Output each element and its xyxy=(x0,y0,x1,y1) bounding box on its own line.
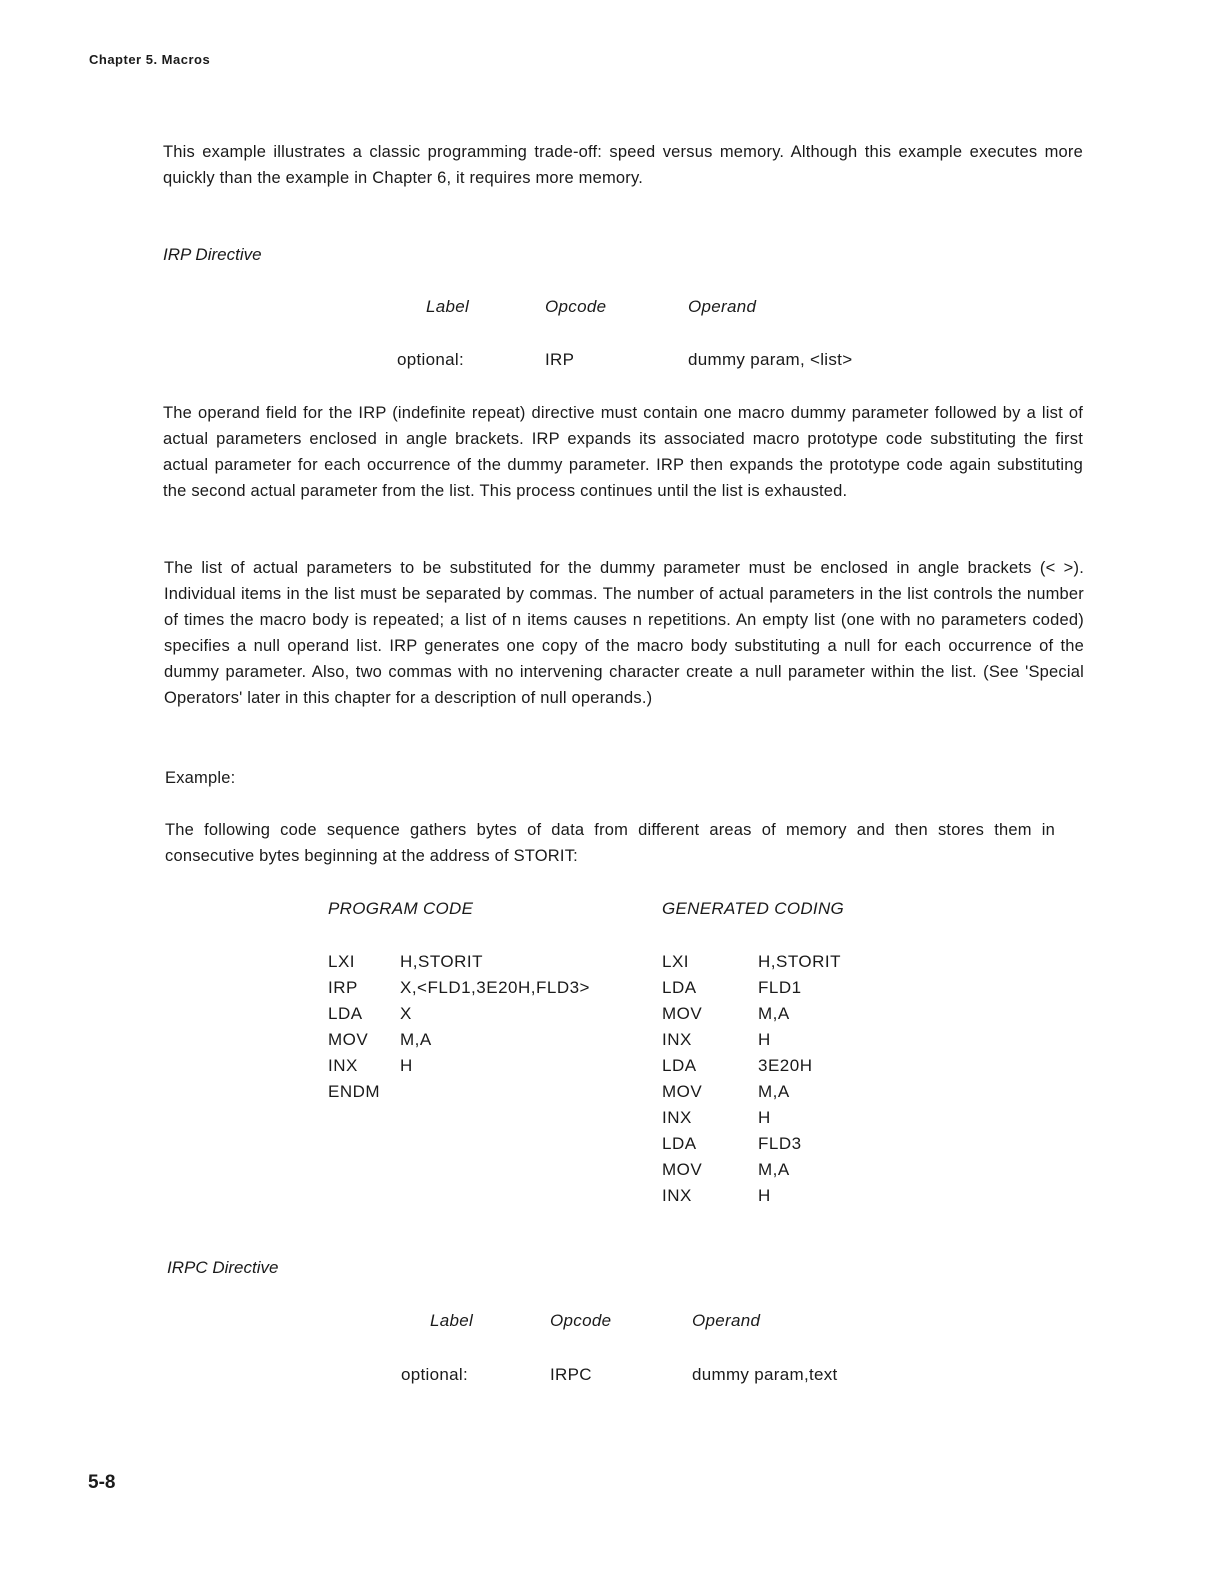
code-operand: H xyxy=(758,1030,771,1049)
irp-opcode-value: IRP xyxy=(545,350,575,369)
code-line xyxy=(662,1027,912,1053)
code-line xyxy=(328,1027,628,1053)
irp-heading: IRP Directive xyxy=(163,245,262,264)
code-operand: FLD1 xyxy=(758,978,802,997)
code-operand: H xyxy=(758,1186,771,1205)
code-line xyxy=(328,949,628,975)
irp-opcode-header: Opcode xyxy=(545,297,607,316)
irpc-operand-header: Operand xyxy=(692,1311,761,1330)
irp-operand-header: Operand xyxy=(688,297,757,316)
code-line xyxy=(662,975,912,1001)
code-operand: M,A xyxy=(758,1004,790,1023)
code-opcode: LDA xyxy=(662,1134,697,1153)
code-operand: FLD3 xyxy=(758,1134,802,1153)
irp-operand-value: dummy param, <list> xyxy=(688,350,853,369)
code-opcode: IRP xyxy=(328,978,358,997)
code-line xyxy=(328,1079,628,1105)
code-line xyxy=(662,1053,912,1079)
code-opcode: MOV xyxy=(662,1082,703,1101)
code-operand: X xyxy=(400,1004,412,1023)
generated-coding-block xyxy=(662,949,912,1209)
irpc-label-value: optional: xyxy=(401,1365,468,1384)
irp-description-paragraph: The operand field for the IRP (indefinite repeat) directive must contain one macro dummy parameter followed by a list of actual parameters enclosed in angle brackets. IRP expands its associated macro prototype code substituting the first actual parameter for each occurrence of the dummy parameter. IRP then expands the prototype code again substituting the second actual parameter from the list. This process continues until the list is exhausted. xyxy=(163,404,1083,500)
code-line xyxy=(662,1183,912,1209)
code-opcode: LXI xyxy=(328,952,356,971)
example-description: The following code sequence gathers bytes of data from different areas of memory and then stores them in consecutive bytes beginning at the address of STORIT: xyxy=(165,821,1055,865)
code-opcode: ENDM xyxy=(328,1082,381,1101)
irpc-opcode-value: IRPC xyxy=(550,1365,592,1384)
chapter-header: Chapter 5. Macros xyxy=(89,52,211,67)
irp-list-paragraph: The list of actual parameters to be substituted for the dummy parameter must be enclosed in angle brackets (< >). Individual items in the list must be separated by commas. The number of actual parameters in the list controls the number of times the macro body is repeated; a list of n items causes n repetitions. An empty list (one with no parameters coded) specifies a null operand list. IRP generates one copy of the macro body substituting a null for each occurrence of the dummy parameter. Also, two commas with no intervening character create a null parameter within the list. (See 'Special Operators' later in this chapter for a description of null operands.) xyxy=(164,559,1084,707)
code-opcode: INX xyxy=(662,1108,692,1127)
irpc-label-header: Label xyxy=(430,1311,474,1330)
code-opcode: MOV xyxy=(328,1030,369,1049)
irp-label-value: optional: xyxy=(397,350,464,369)
irpc-opcode-header: Opcode xyxy=(550,1311,612,1330)
program-code-block xyxy=(328,949,628,1105)
code-operand: H xyxy=(758,1108,771,1127)
code-operand: M,A xyxy=(758,1160,790,1179)
code-operand: 3E20H xyxy=(758,1056,813,1075)
code-opcode: INX xyxy=(328,1056,358,1075)
code-operand: H,STORIT xyxy=(400,952,484,971)
code-opcode: INX xyxy=(662,1186,692,1205)
code-line xyxy=(662,1157,912,1183)
code-line xyxy=(328,1001,628,1027)
code-line xyxy=(662,1079,912,1105)
code-opcode: LDA xyxy=(662,1056,697,1075)
code-line xyxy=(328,975,628,1001)
irp-label-header: Label xyxy=(426,297,470,316)
code-line xyxy=(662,1131,912,1157)
code-opcode: MOV xyxy=(662,1160,703,1179)
code-opcode: MOV xyxy=(662,1004,703,1023)
code-opcode: LDA xyxy=(662,978,697,997)
code-operand: M,A xyxy=(758,1082,790,1101)
code-operand: M,A xyxy=(400,1030,432,1049)
code-opcode: LDA xyxy=(328,1004,363,1023)
code-opcode: LXI xyxy=(662,952,690,971)
page-number: 5-8 xyxy=(88,1472,116,1493)
intro-paragraph: This example illustrates a classic programming trade-off: speed versus memory. Although this example executes more quickly than the example in Chapter 6, it requires more memory. xyxy=(163,143,1083,187)
code-line xyxy=(328,1053,628,1079)
example-label: Example: xyxy=(165,769,236,787)
code-opcode: INX xyxy=(662,1030,692,1049)
code-operand: X,<FLD1,3E20H,FLD3> xyxy=(400,978,590,997)
code-operand: H xyxy=(400,1056,413,1075)
code-line xyxy=(662,949,912,975)
code-line xyxy=(662,1001,912,1027)
code-line xyxy=(662,1105,912,1131)
program-code-title: PROGRAM CODE xyxy=(328,899,474,918)
irpc-operand-value: dummy param,text xyxy=(692,1365,838,1384)
code-operand: H,STORIT xyxy=(758,952,842,971)
irpc-heading: IRPC Directive xyxy=(167,1258,279,1277)
generated-coding-title: GENERATED CODING xyxy=(662,899,845,918)
